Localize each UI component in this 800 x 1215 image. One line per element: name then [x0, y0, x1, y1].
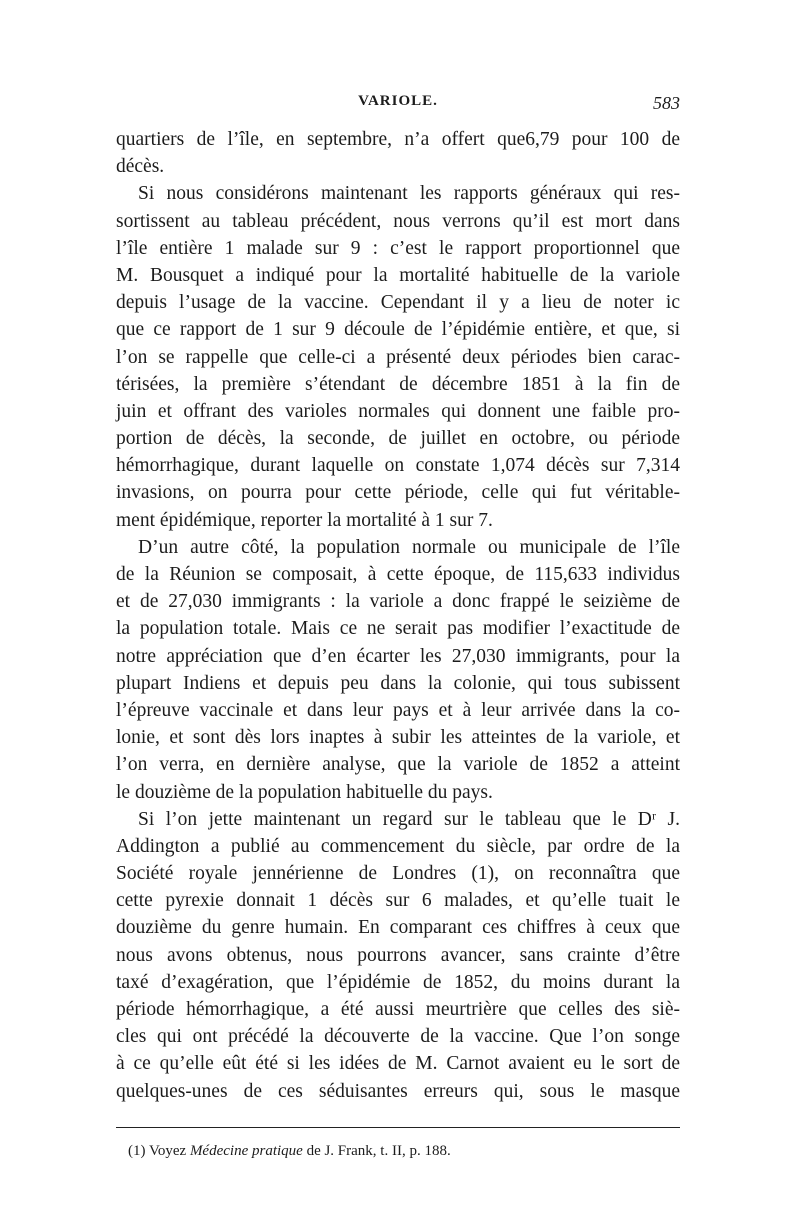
- text-line: sortissent au tableau précédent, nous verrons qu’il est mort dans: [116, 210, 680, 232]
- text-line: nous avons obtenus, nous pourrons avancer, sans crainte d’être: [116, 944, 680, 966]
- text-line: et de 27,030 immigrants : la variole a donc frappé le seizième de: [116, 591, 680, 613]
- text-line: quartiers de l’île, en septembre, n’a offert que6,79 pour 100 de: [116, 129, 680, 150]
- text-line: à ce qu’elle eût été si les idées de M. Carnot avaient eu le sort de: [116, 1053, 680, 1075]
- text-line: le douzième de la population habituelle du pays.: [116, 781, 493, 803]
- text-line: que ce rapport de 1 sur 9 découle de l’épidémie entière, et que, si: [116, 319, 680, 341]
- text-line: période hémorrhagique, a été aussi meurtrière que celles des siè-: [116, 999, 680, 1020]
- text-line: juin et offrant des varioles normales qui donnent une faible pro-: [116, 400, 680, 422]
- footnote-reference: de J. Frank, t. II, p. 188.: [306, 1143, 451, 1159]
- text-line: décès.: [116, 156, 165, 178]
- text-line: de la Réunion se composait, à cette époque, de 115,633 individus: [116, 564, 680, 585]
- text-line: portion de décès, la seconde, de juillet en octobre, ou période: [116, 428, 680, 450]
- text-line: Addington a publié au commencement du siècle, par ordre de la: [116, 835, 680, 857]
- text-line: quelques-unes de ces séduisantes erreurs qui, sous le masque: [116, 1080, 680, 1102]
- footnote: [128, 1143, 451, 1160]
- text-line: térisées, la première s’étendant de décembre 1851 à la fin de: [116, 373, 680, 395]
- text-line: taxé d’exagération, que l’épidémie de 1852, du moins durant la: [116, 971, 680, 993]
- footnote-divider: [116, 1127, 680, 1128]
- text-line: Si l’on jette maintenant un regard sur le tableau que le Dʳ J.: [138, 808, 680, 830]
- text-line: l’on se rappelle que celle-ci a présenté deux périodes bien carac-: [116, 346, 680, 368]
- text-line: lonie, et sont dès lors inaptes à subir les atteintes de la variole, et: [116, 727, 680, 749]
- text-line: ment épidémique, reporter la mortalité à 1 sur 7.: [116, 509, 493, 531]
- page-number: 583: [653, 93, 680, 113]
- footnote-book-title: Médecine pratique: [189, 1143, 303, 1159]
- text-line: cette pyrexie donnait 1 décès sur 6 malades, et qu’elle tuait le: [116, 890, 680, 912]
- text-line: la population totale. Mais ce ne serait pas modifier l’exactitude de: [116, 618, 680, 640]
- text-line: depuis l’usage de la vaccine. Cependant il y a lieu de noter ic: [116, 292, 680, 314]
- text-line: Société royale jennérienne de Londres (1), on reconnaîtra que: [116, 863, 680, 885]
- text-line: notre appréciation que d’en écarter les 27,030 immigrants, pour la: [116, 645, 680, 667]
- running-head: [116, 93, 680, 115]
- running-title: VARIOLE.: [358, 93, 438, 109]
- text-line: douzième du genre humain. En comparant ces chiffres à ceux que: [116, 917, 680, 939]
- text-line: plupart Indiens et depuis peu dans la colonie, qui tous subissent: [116, 672, 680, 694]
- text-line: Si nous considérons maintenant les rapports généraux qui res-: [138, 183, 680, 205]
- body-text: [116, 126, 680, 1105]
- text-line: l’épreuve vaccinale et dans leur pays et à leur arrivée dans la co-: [116, 699, 680, 721]
- text-line: invasions, on pourra pour cette période, celle qui fut véritable-: [116, 482, 680, 504]
- footnote-marker: (1) Voyez: [128, 1143, 187, 1159]
- text-line: cles qui ont précédé la découverte de la vaccine. Que l’on songe: [116, 1026, 680, 1048]
- text-line: hémorrhagique, durant laquelle on constate 1,074 décès sur 7,314: [116, 455, 680, 477]
- text-line: l’île entière 1 malade sur 9 : c’est le rapport proportionnel que: [116, 237, 680, 259]
- text-line: D’un autre côté, la population normale ou municipale de l’île: [138, 536, 680, 558]
- text-line: l’on verra, en dernière analyse, que la variole de 1852 a atteint: [116, 754, 680, 776]
- text-line: M. Bousquet a indiqué pour la mortalité habituelle de la variole: [116, 264, 680, 286]
